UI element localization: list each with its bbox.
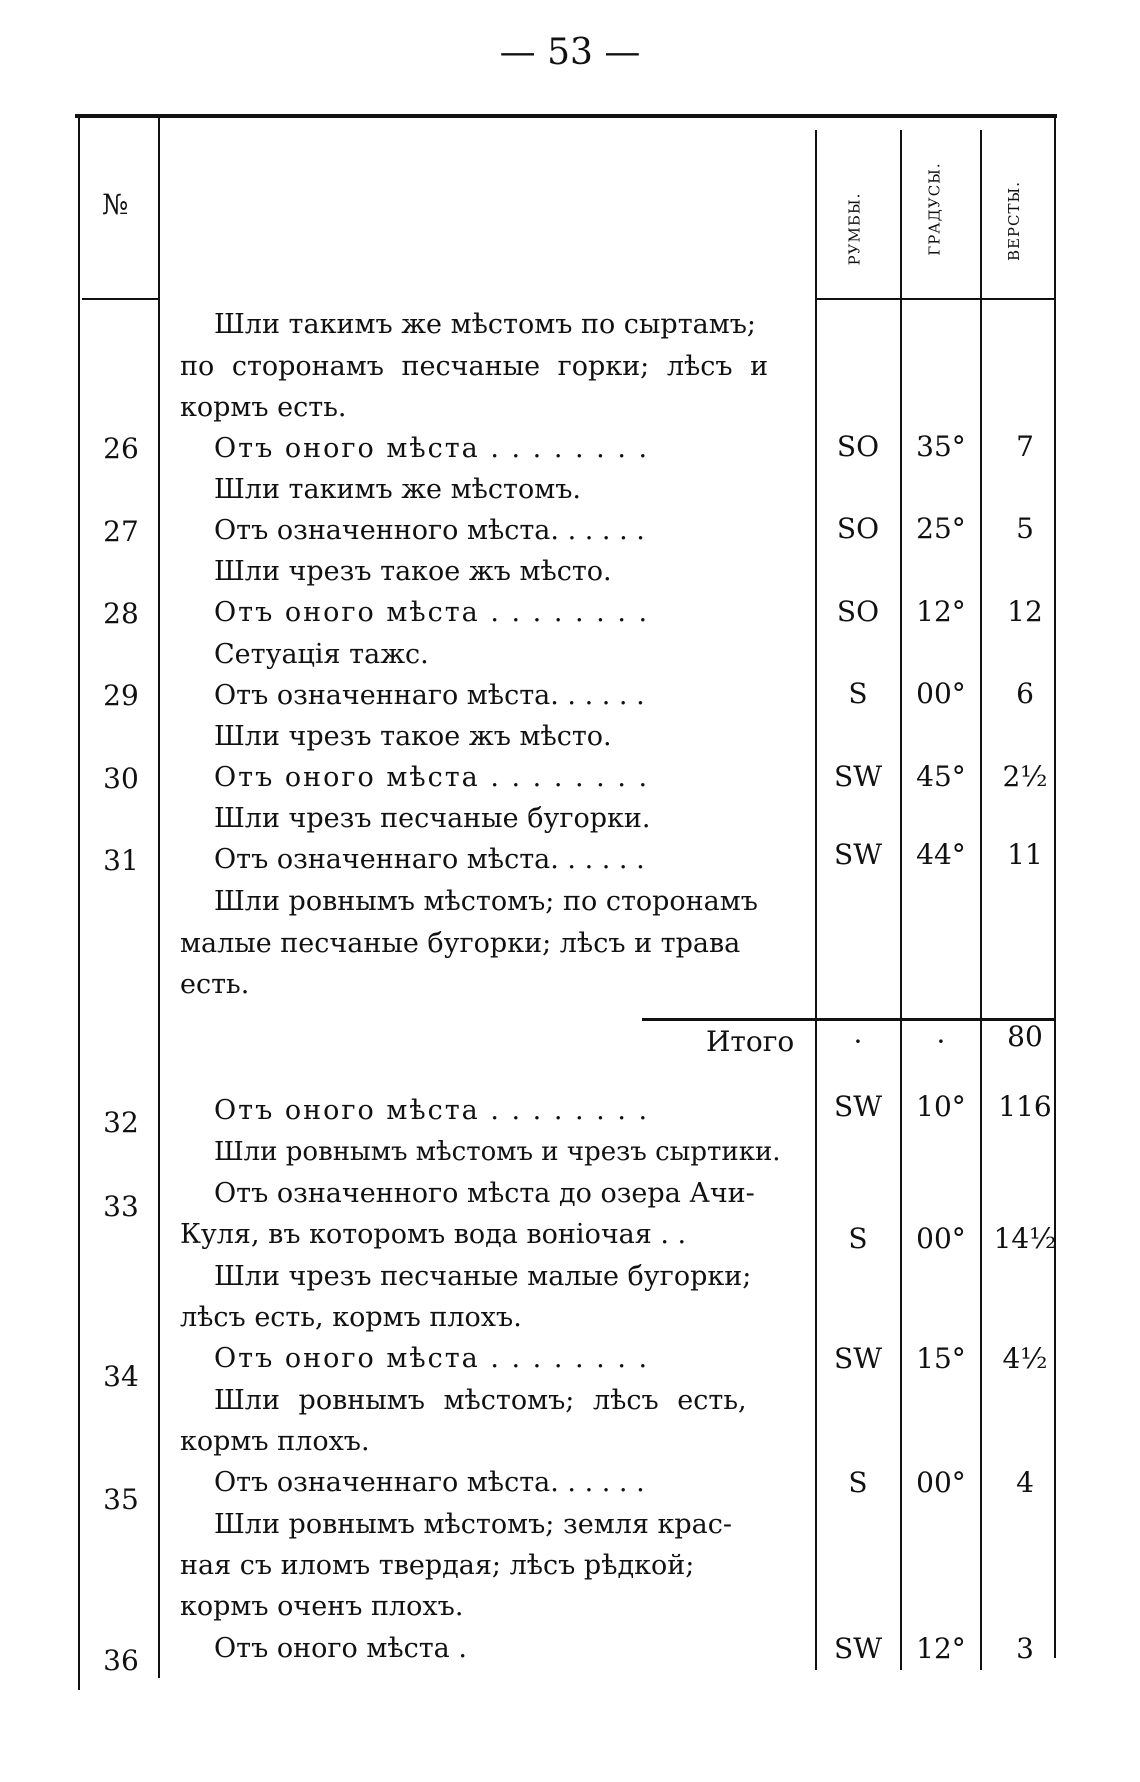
num-column-divider: [158, 118, 160, 1678]
header-versty: ВЕРСТЫ.: [1005, 180, 1024, 262]
text-line: кормъ плохъ.: [180, 1426, 370, 1457]
row-number: 31: [103, 844, 139, 877]
text-line: Отъ оного мѣста . . . . . . . .: [214, 762, 650, 793]
text-line: Шли чрезъ песчаные бугорки.: [214, 803, 651, 834]
row-number: 32: [103, 1106, 139, 1139]
row-number: 27: [103, 515, 139, 548]
header-rule-cols: [817, 298, 1054, 300]
header-gradusy: ГРАДУСЫ.: [925, 162, 944, 256]
rumb-value: SW: [834, 1342, 882, 1375]
row-number: 29: [103, 679, 139, 712]
text-line: кормъ есть.: [180, 392, 347, 423]
page-number: — 53 —: [499, 32, 641, 73]
header-rumby: РУМБЫ.: [845, 192, 864, 266]
verst-value: 2½: [1002, 760, 1048, 793]
rumb-value: SW: [834, 1090, 882, 1123]
text-line: Шли чрезъ такое жъ мѣсто.: [214, 721, 612, 752]
verst-value: 116: [998, 1090, 1052, 1123]
text-line: Шли такимъ же мѣстомъ.: [214, 474, 581, 505]
text-line: малые песчаные бугорки; лѣсъ и трава: [180, 928, 741, 959]
verst-value: 14½: [993, 1222, 1057, 1255]
rumb-value: S: [848, 677, 868, 710]
text-line: Куля, въ которомъ вода вонiочая . .: [180, 1219, 687, 1250]
verst-value: 4½: [1002, 1342, 1048, 1375]
grad-value: 12°: [916, 1632, 966, 1665]
text-line: кормъ оченъ плохъ.: [180, 1591, 464, 1622]
rumb-value: SW: [834, 838, 882, 871]
row-number: 26: [103, 432, 139, 465]
text-line: Отъ оного мѣста . . . . . . . .: [214, 597, 650, 628]
left-border: [78, 118, 80, 1690]
text-line: Шли ровнымъ мѣстомъ; по сторонамъ: [214, 886, 758, 917]
text-line: Отъ означенного мѣста. . . . . .: [214, 515, 645, 546]
text-line: Отъ означенного мѣста до озера Ачи-: [214, 1178, 755, 1209]
text-line: Отъ оного мѣста . . . . . . . .: [214, 433, 650, 464]
grad-value: 00°: [916, 1466, 966, 1499]
row-number: 30: [103, 762, 139, 795]
rumb-value: SO: [836, 595, 880, 628]
rumb-value: SW: [834, 760, 882, 793]
row-number: 33: [103, 1190, 139, 1223]
text-line: Отъ оного мѣста . . . . . . . .: [214, 1095, 650, 1126]
verst-value: 4: [1016, 1466, 1034, 1499]
grad-value: 10°: [916, 1090, 966, 1123]
verst-value: 5: [1016, 512, 1034, 545]
grad-value: 12°: [916, 595, 966, 628]
total-label: Итого: [706, 1025, 795, 1058]
grad-value: 44°: [916, 838, 966, 871]
rumb-value: S: [848, 1222, 868, 1255]
verst-value: 7: [1016, 430, 1034, 463]
grad-value: 25°: [916, 512, 966, 545]
verst-value: 6: [1016, 677, 1034, 710]
rumb-value: SO: [836, 430, 880, 463]
row-number: 35: [103, 1483, 139, 1516]
right-border: [1054, 118, 1056, 1658]
text-line: Отъ оного мѣста .: [214, 1633, 467, 1664]
grad-value: 45°: [916, 760, 966, 793]
table-top-rule: [75, 114, 1057, 118]
text-line: Отъ оного мѣста . . . . . . . .: [214, 1343, 650, 1374]
total-verst: 80: [1007, 1020, 1043, 1053]
text-line: Шли чрезъ такое жъ мѣсто.: [214, 556, 612, 587]
grad-value: 00°: [916, 677, 966, 710]
verst-value: 11: [1007, 838, 1043, 871]
rumb-value: SO: [836, 512, 880, 545]
rumb-value: SW: [834, 1632, 882, 1665]
text-line: Отъ означеннаго мѣста. . . . . .: [214, 680, 645, 711]
verst-value: 3: [1016, 1632, 1034, 1665]
text-line: Шли ровнымъ мѣстомъ; лѣсъ есть,: [214, 1385, 747, 1416]
header-rule-num: [82, 298, 158, 300]
total-grad: ·: [936, 1025, 946, 1058]
text-line: Шли такимъ же мѣстомъ по сыртамъ;: [214, 309, 757, 340]
row-number: 28: [103, 597, 139, 630]
grad-value: 00°: [916, 1222, 966, 1255]
text-line: ная съ иломъ твердая; лѣсъ рѣдкой;: [180, 1550, 695, 1581]
verst-value: 12: [1007, 595, 1043, 628]
text-line: Шли чрезъ песчаные малые бугорки;: [214, 1261, 752, 1292]
text-line: Сетуацiя тажс.: [214, 639, 429, 670]
text-line: Шли ровнымъ мѣстомъ и чрезъ сыртики.: [214, 1137, 781, 1167]
rumb-column-divider: [900, 130, 902, 1670]
text-line: Отъ означеннаго мѣста. . . . . .: [214, 1467, 645, 1498]
text-column-divider: [815, 130, 817, 1670]
grad-column-divider: [980, 130, 982, 1670]
total-rumb: ·: [853, 1025, 863, 1058]
text-line: Шли ровнымъ мѣстомъ; земля крас-: [214, 1509, 732, 1540]
row-number: 36: [103, 1644, 139, 1677]
row-number: 34: [103, 1360, 139, 1393]
text-line: есть.: [180, 969, 250, 1000]
grad-value: 15°: [916, 1342, 966, 1375]
text-line: Отъ означеннаго мѣста. . . . . .: [214, 844, 645, 875]
text-line: лѣсъ есть, кормъ плохъ.: [180, 1302, 522, 1333]
rumb-value: S: [848, 1466, 868, 1499]
grad-value: 35°: [916, 430, 966, 463]
header-no: №: [102, 188, 129, 221]
text-line: по сторонамъ песчаные горки; лѣсъ и: [180, 351, 769, 382]
